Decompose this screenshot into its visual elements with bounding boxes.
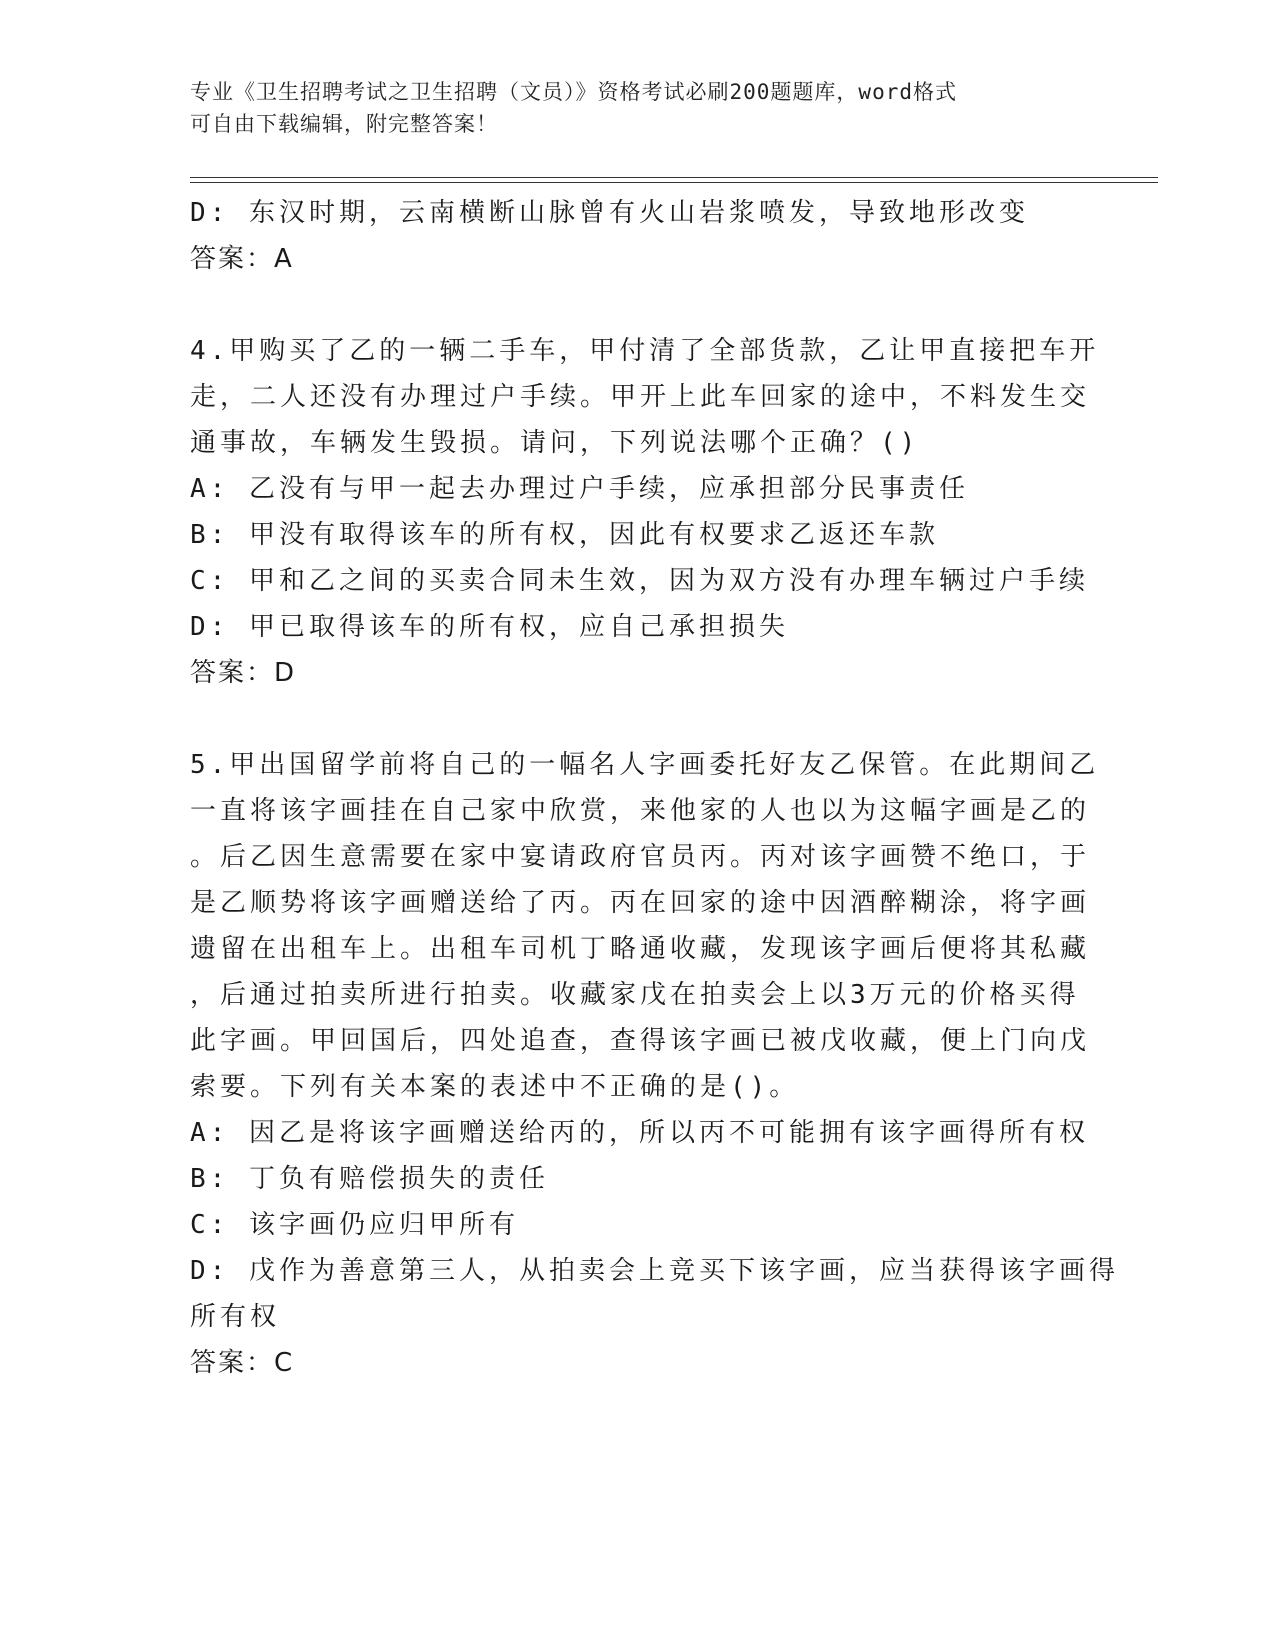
q5-answer: 答案：C: [190, 1348, 295, 1378]
q5-stem-line: 遗留在出租车上。出租车司机丁略通收藏，发现该字画后便将其私藏: [190, 934, 1091, 964]
q5-stem-line: 是乙顺势将该字画赠送给了丙。丙在回家的途中因酒醉糊涂，将字画: [190, 888, 1091, 918]
spacer: [190, 696, 1090, 742]
q3-answer: 答案：A: [190, 244, 294, 274]
q5-stem-line: 5.甲出国留学前将自己的一幅名人字画委托好友乙保管。在此期间乙: [190, 750, 1100, 780]
header-line-1: 专业《卫生招聘考试之卫生招聘（文员）》资格考试必刷200题题库，word格式: [190, 80, 957, 104]
header-line-2: 可自由下载编辑，附完整答案！: [190, 112, 498, 136]
q4-option-c: C: 甲和乙之间的买卖合同未生效，因为双方没有办理车辆过户手续: [190, 566, 1089, 596]
q5-stem-line: 索要。下列有关本案的表述中不正确的是()。: [190, 1072, 800, 1102]
q3-option-d: D: 东汉时期，云南横断山脉曾有火山岩浆喷发，导致地形改变: [190, 198, 1029, 228]
document-header: [190, 76, 1090, 140]
question-4: [190, 328, 1100, 696]
question-3: [190, 190, 1090, 282]
q5-stem-line: 。后乙因生意需要在家中宴请政府官员丙。丙对该字画赞不绝口，于: [190, 842, 1091, 872]
header-divider-bottom: [190, 182, 1158, 183]
header-divider-top: [190, 177, 1158, 178]
q5-option-c: C: 该字画仍应归甲所有: [190, 1210, 519, 1240]
q5-stem-line: 一直将该字画挂在自己家中欣赏，来他家的人也以为这幅字画是乙的: [190, 796, 1091, 826]
document-body: [190, 190, 1119, 1386]
q5-stem-line: ，后通过拍卖所进行拍卖。收藏家戊在拍卖会上以3万元的价格买得: [190, 980, 1080, 1010]
q5-option-d: D: 戊作为善意第三人，从拍卖会上竞买下该字画，应当获得该字画得: [190, 1256, 1119, 1286]
q4-option-d: D: 甲已取得该车的所有权，应自己承担损失: [190, 612, 789, 642]
q4-stem-line: 走，二人还没有办理过户手续。甲开上此车回家的途中，不料发生交: [190, 382, 1091, 412]
question-5: [190, 742, 1119, 1386]
q4-answer: 答案：D: [190, 658, 297, 688]
q5-option-a: A: 因乙是将该字画赠送给丙的，所以丙不可能拥有该字画得所有权: [190, 1118, 1089, 1148]
q5-option-d-continued: 所有权: [190, 1302, 281, 1332]
q4-option-b: B: 甲没有取得该车的所有权，因此有权要求乙返还车款: [190, 520, 939, 550]
q4-stem-line: 通事故，车辆发生毁损。请问，下列说法哪个正确？(): [190, 428, 920, 458]
spacer: [190, 282, 1090, 328]
q5-stem-line: 此字画。甲回国后，四处追查，查得该字画已被戊收藏，便上门向戊: [190, 1026, 1091, 1056]
q4-stem-line: 4.甲购买了乙的一辆二手车，甲付清了全部货款，乙让甲直接把车开: [190, 336, 1100, 366]
q4-option-a: A: 乙没有与甲一起去办理过户手续，应承担部分民事责任: [190, 474, 969, 504]
q5-option-b: B: 丁负有赔偿损失的责任: [190, 1164, 549, 1194]
